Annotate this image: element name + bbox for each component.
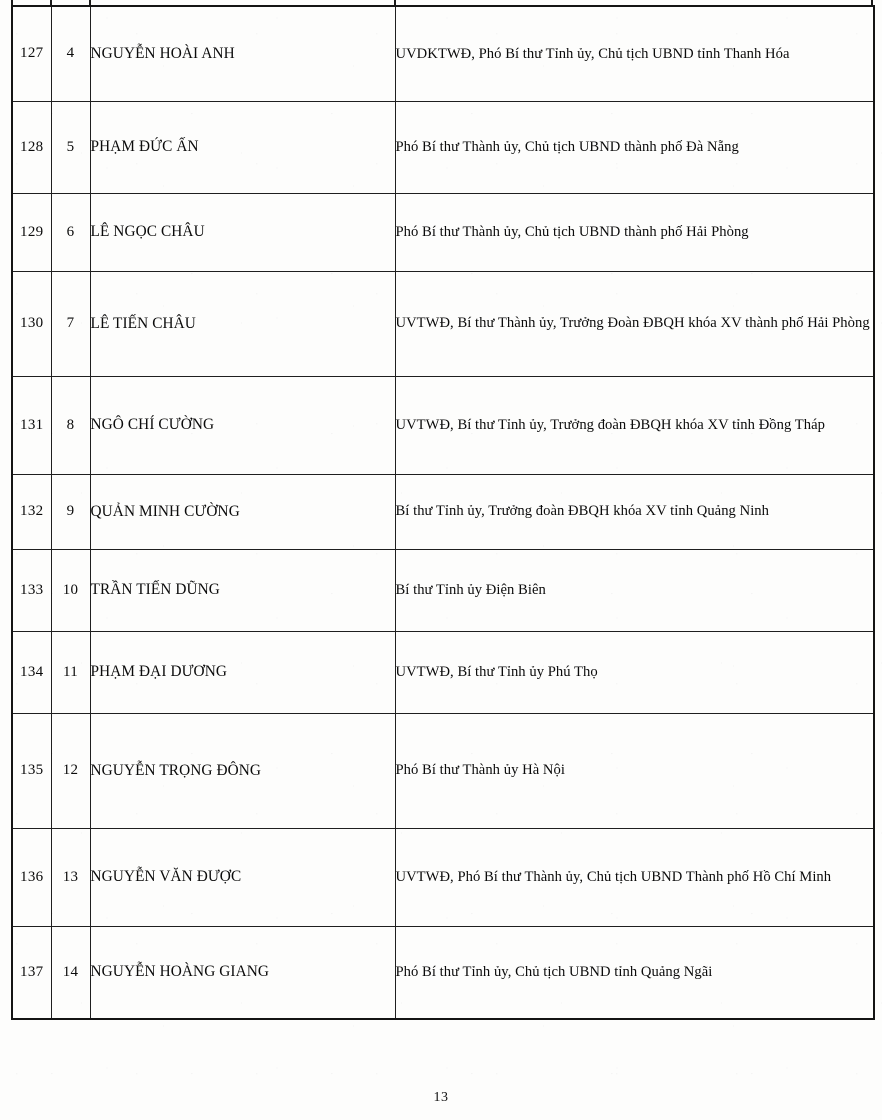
position-text: Bí thư Tỉnh ủy, Trưởng đoàn ĐBQH khóa XV tỉnh Quảng Ninh: [395, 503, 769, 520]
cell-number: 5: [51, 101, 90, 193]
cell-position: [395, 549, 874, 631]
cell-position: [395, 474, 874, 549]
position-text: UVTWĐ, Phó Bí thư Thành ủy, Chủ tịch UBND Thành phố Hồ Chí Minh: [395, 868, 832, 885]
cell-position: [395, 101, 874, 193]
position-text: UVTWĐ, Bí thư Thành ủy, Trưởng Đoàn ĐBQH khóa XV thành phố Hải Phòng: [395, 315, 870, 332]
cell-index: 130: [12, 271, 51, 376]
cell-position: [395, 713, 874, 828]
cell-position: [395, 376, 874, 474]
cell-index: 137: [12, 926, 51, 1019]
cell-name: LÊ NGỌC CHÂU: [90, 193, 395, 271]
cell-number: 14: [51, 926, 90, 1019]
cell-name: NGUYỄN HOÀNG GIANG: [90, 926, 395, 1019]
position-text: UVTWĐ, Bí thư Tỉnh ủy, Trưởng đoàn ĐBQH khóa XV tỉnh Đồng Tháp: [395, 416, 825, 433]
officials-table: [11, 5, 875, 1020]
cell-index: 131: [12, 376, 51, 474]
table-row: [12, 474, 874, 549]
position-text: Phó Bí thư Thành ủy Hà Nội: [395, 762, 565, 779]
table-row: [12, 631, 874, 713]
cell-number: 10: [51, 549, 90, 631]
table-row: [12, 271, 874, 376]
table-row: [12, 926, 874, 1019]
position-text: Phó Bí thư Tỉnh ủy, Chủ tịch UBND tỉnh Quảng Ngãi: [395, 964, 713, 981]
cell-index: 129: [12, 193, 51, 271]
table-row: [12, 713, 874, 828]
table-body: [12, 6, 874, 1019]
table-row: [12, 549, 874, 631]
cell-index: 133: [12, 549, 51, 631]
cell-number: 9: [51, 474, 90, 549]
cell-number: 13: [51, 828, 90, 926]
cell-number: 11: [51, 631, 90, 713]
cell-name: PHẠM ĐẠI DƯƠNG: [90, 631, 395, 713]
cell-position: [395, 6, 874, 101]
table-row: [12, 376, 874, 474]
position-text: Bí thư Tỉnh ủy Điện Biên: [395, 581, 546, 598]
cell-index: 136: [12, 828, 51, 926]
cell-number: 7: [51, 271, 90, 376]
table-row: [12, 193, 874, 271]
cell-number: 4: [51, 6, 90, 101]
cell-number: 12: [51, 713, 90, 828]
cell-number: 8: [51, 376, 90, 474]
cell-index: 128: [12, 101, 51, 193]
cell-index: 134: [12, 631, 51, 713]
position-text: Phó Bí thư Thành ủy, Chủ tịch UBND thành phố Hải Phòng: [395, 223, 749, 240]
position-text: UVDKTWĐ, Phó Bí thư Tỉnh ủy, Chủ tịch UBND tỉnh Thanh Hóa: [395, 45, 790, 62]
cell-name: NGUYỄN VĂN ĐƯỢC: [90, 828, 395, 926]
cell-position: [395, 828, 874, 926]
cell-position: [395, 631, 874, 713]
cell-index: 127: [12, 6, 51, 101]
cell-index: 132: [12, 474, 51, 549]
cell-name: TRẦN TIẾN DŨNG: [90, 549, 395, 631]
table-row: [12, 6, 874, 101]
cell-position: [395, 926, 874, 1019]
cell-name: NGUYỄN TRỌNG ĐÔNG: [90, 713, 395, 828]
position-text: UVTWĐ, Bí thư Tỉnh ủy Phú Thọ: [395, 663, 598, 680]
cell-number: 6: [51, 193, 90, 271]
cell-position: [395, 193, 874, 271]
cell-name: NGÔ CHÍ CƯỜNG: [90, 376, 395, 474]
page-number: 13: [433, 1090, 449, 1105]
table-row: [12, 828, 874, 926]
cell-name: QUẢN MINH CƯỜNG: [90, 474, 395, 549]
table-row: [12, 101, 874, 193]
cell-name: NGUYỄN HOÀI ANH: [90, 6, 395, 101]
position-text: Phó Bí thư Thành ủy, Chủ tịch UBND thành phố Đà Nẵng: [395, 138, 739, 155]
document-table-container: [11, 5, 873, 1020]
cell-index: 135: [12, 713, 51, 828]
cell-position: [395, 271, 874, 376]
cell-name: LÊ TIẾN CHÂU: [90, 271, 395, 376]
cell-name: PHẠM ĐỨC ẤN: [90, 101, 395, 193]
